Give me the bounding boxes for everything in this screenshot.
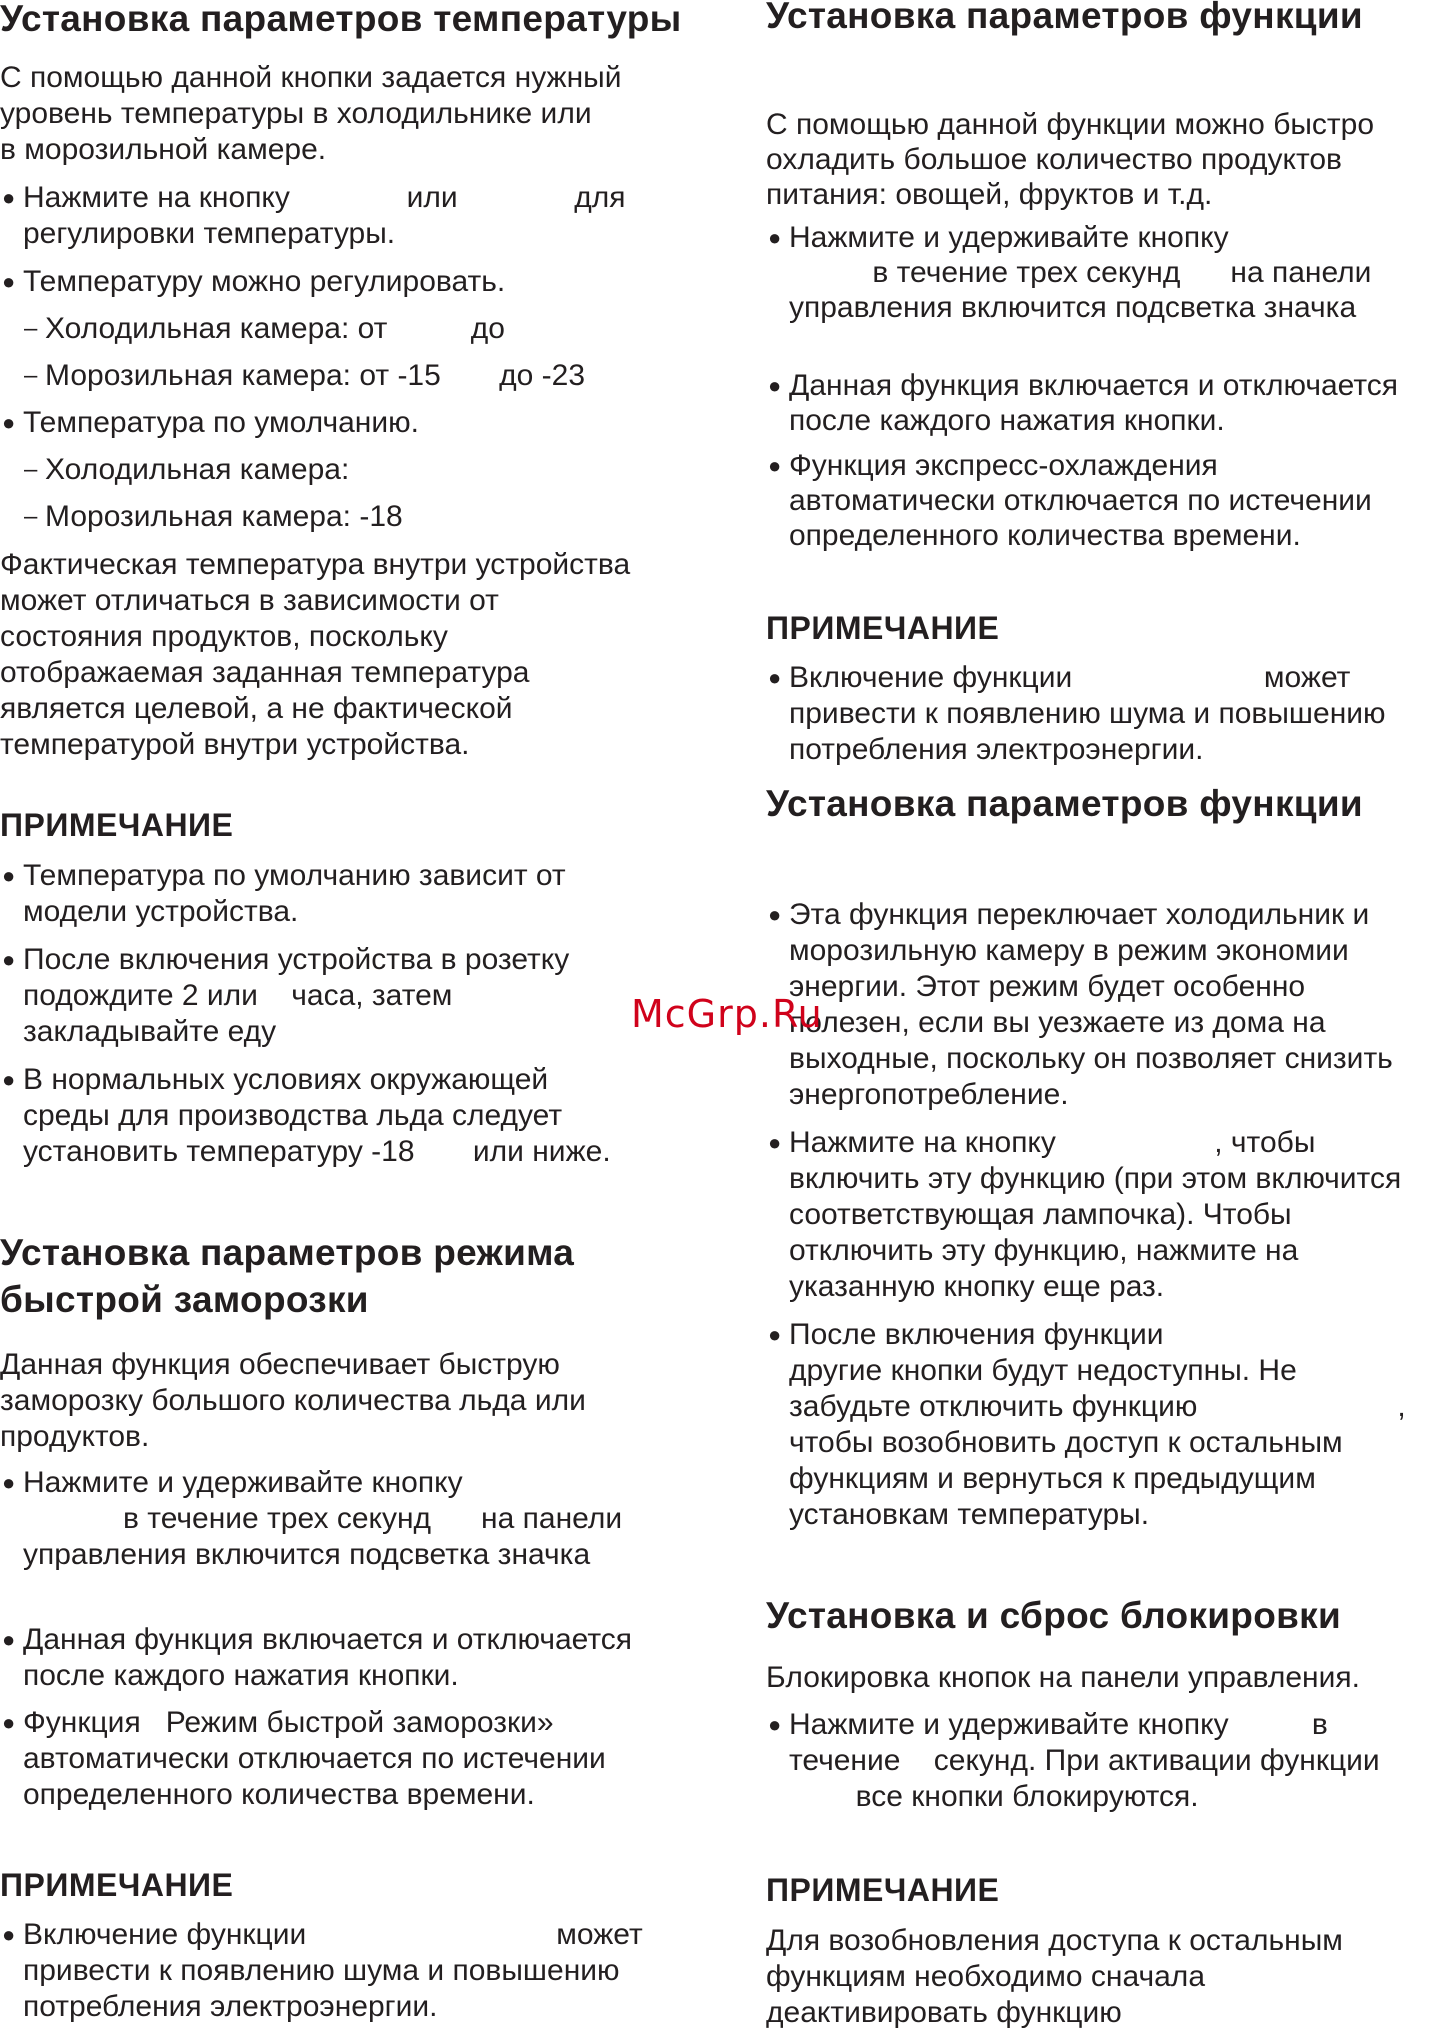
section-heading: Установка параметров функции: [766, 0, 1363, 36]
bullet-line: определенного количества времени.: [23, 1778, 535, 1811]
note-heading: ПРИМЕЧАНИЕ: [766, 610, 1000, 646]
bullet-line: В нормальных условиях окружающей: [23, 1063, 549, 1096]
bullet-line: в течение трех секунд на панели: [789, 256, 1372, 289]
bullet-line: включить эту функцию (при этом включится: [789, 1162, 1402, 1195]
bullet-line: установить температуру -18 или ниже.: [23, 1135, 611, 1168]
bullet-line: Нажмите и удерживайте кнопку: [789, 221, 1229, 254]
bullet-line: потребления электроэнергии.: [789, 733, 1204, 766]
bullet-icon: ●: [768, 453, 782, 478]
bullet-line: соответствующая лампочка). Чтобы: [789, 1198, 1292, 1231]
bullet-line: Функция Режим быстрой заморозки»: [23, 1706, 554, 1739]
bullet-line: автоматически отключается по истечении: [23, 1742, 606, 1775]
section-heading: Установка параметров функции: [766, 783, 1363, 824]
bullet-line: полезен, если вы уезжаете из дома на: [789, 1006, 1326, 1039]
bullet-line: все кнопки блокируются.: [789, 1780, 1199, 1813]
bullet-line: энергии. Этот режим будет особенно: [789, 970, 1306, 1003]
bullet-icon: ●: [768, 225, 782, 250]
bullet-line: Температура по умолчанию.: [23, 406, 419, 439]
bullet-line: Температуру можно регулировать.: [23, 265, 506, 298]
bullet-line: указанную кнопку еще раз.: [789, 1270, 1165, 1303]
paragraph-line: Данная функция обеспечивает быструю: [0, 1348, 560, 1381]
paragraph-line: температурой внутри устройства.: [0, 728, 470, 761]
paragraph-line: питания: овощей, фруктов и т.д.: [766, 178, 1213, 211]
bullet-line: управления включится подсветка значка: [23, 1538, 591, 1571]
bullet-line: чтобы возобновить доступ к остальным: [789, 1426, 1343, 1459]
section-heading: Установка параметров режима: [0, 1232, 575, 1273]
section-heading: Установка параметров температуры: [0, 0, 682, 39]
bullet-line: Нажмите на кнопку или для: [23, 181, 626, 214]
dash-line: Холодильная камера: от до: [45, 312, 505, 345]
bullet-icon: ●: [2, 185, 16, 210]
bullet-icon: ●: [2, 1470, 16, 1495]
dash-line: Морозильная камера: от -15 до -23: [45, 359, 586, 392]
bullet-line: Эта функция переключает холодильник и: [789, 898, 1370, 931]
bullet-icon: ●: [768, 665, 782, 690]
bullet-line: функциям и вернуться к предыдущим: [789, 1462, 1316, 1495]
paragraph-line: охладить большое количество продуктов: [766, 143, 1342, 176]
bullet-line: Включение функции может: [23, 1918, 643, 1951]
note-heading: ПРИМЕЧАНИЕ: [766, 1872, 1000, 1908]
dash-icon: –: [24, 503, 38, 530]
paragraph-line: Блокировка кнопок на панели управления.: [766, 1661, 1360, 1694]
bullet-line: регулировки температуры.: [23, 217, 396, 250]
bullet-icon: ●: [2, 1067, 16, 1092]
note-heading: ПРИМЕЧАНИЕ: [0, 1867, 234, 1903]
bullet-line: забудьте отключить функцию ,: [789, 1390, 1406, 1423]
bullet-line: течение секунд. При активации функции: [789, 1744, 1380, 1777]
bullet-icon: ●: [768, 1130, 782, 1155]
bullet-icon: ●: [2, 1627, 16, 1652]
bullet-line: закладывайте еду: [23, 1015, 277, 1048]
bullet-line: энергопотребление.: [789, 1078, 1069, 1111]
paragraph-line: продуктов.: [0, 1420, 150, 1453]
bullet-icon: ●: [768, 1712, 782, 1737]
bullet-line: модели устройства.: [23, 895, 299, 928]
bullet-line: после каждого нажатия кнопки.: [789, 404, 1225, 437]
bullet-line: выходные, поскольку он позволяет снизить: [789, 1042, 1393, 1075]
paragraph-line: может отличаться в зависимости от: [0, 584, 499, 617]
bullet-icon: ●: [768, 902, 782, 927]
bullet-line: Данная функция включается и отключается: [789, 369, 1399, 402]
paragraph-line: уровень температуры в холодильнике или: [0, 97, 592, 130]
bullet-line: автоматически отключается по истечении: [789, 484, 1372, 517]
paragraph-line: деактивировать функцию: [766, 1996, 1122, 2029]
bullet-line: отключить эту функцию, нажмите на: [789, 1234, 1299, 1267]
bullet-line: привести к появлению шума и повышению: [23, 1954, 620, 1987]
bullet-icon: ●: [2, 947, 16, 972]
bullet-line: определенного количества времени.: [789, 519, 1301, 552]
bullet-line: Включение функции может: [789, 661, 1351, 694]
dash-icon: –: [24, 315, 38, 342]
bullet-line: другие кнопки будут недоступны. Не: [789, 1354, 1297, 1387]
bullet-icon: ●: [2, 1710, 16, 1735]
section-heading: Установка и сброс блокировки: [766, 1595, 1341, 1636]
paragraph-line: функциям необходимо сначала: [766, 1960, 1205, 1993]
bullet-line: Данная функция включается и отключается: [23, 1623, 633, 1656]
bullet-line: привести к появлению шума и повышению: [789, 697, 1386, 730]
bullet-line: Температура по умолчанию зависит от: [23, 859, 566, 892]
paragraph-line: в морозильной камере.: [0, 133, 327, 166]
section-heading: быстрой заморозки: [0, 1279, 369, 1320]
paragraph-line: С помощью данной кнопки задается нужный: [0, 61, 622, 94]
bullet-icon: ●: [768, 1322, 782, 1347]
bullet-line: после каждого нажатия кнопки.: [23, 1659, 459, 1692]
paragraph-line: Фактическая температура внутри устройства: [0, 548, 631, 581]
paragraph-line: С помощью данной функции можно быстро: [766, 108, 1375, 141]
paragraph-line: заморозку большого количества льда или: [0, 1384, 586, 1417]
bullet-icon: ●: [768, 373, 782, 398]
bullet-line: Нажмите и удерживайте кнопку в: [789, 1708, 1328, 1741]
bullet-line: подождите 2 или часа, затем: [23, 979, 453, 1012]
bullet-line: Нажмите на кнопку , чтобы: [789, 1126, 1316, 1159]
bullet-line: установкам температуры.: [789, 1498, 1150, 1531]
bullet-line: в течение трех секунд на панели: [23, 1502, 623, 1535]
paragraph-line: Для возобновления доступа к остальным: [766, 1924, 1343, 1957]
dash-icon: –: [24, 456, 38, 483]
watermark: McGrp.Ru: [631, 992, 823, 1036]
paragraph-line: отображаемая заданная температура: [0, 656, 530, 689]
bullet-icon: ●: [2, 863, 16, 888]
paragraph-line: является целевой, а не фактической: [0, 692, 513, 725]
note-heading: ПРИМЕЧАНИЕ: [0, 807, 234, 843]
bullet-line: Функция экспресс-охлаждения: [789, 449, 1218, 482]
dash-icon: –: [24, 362, 38, 389]
bullet-line: Нажмите и удерживайте кнопку: [23, 1466, 463, 1499]
bullet-line: После включения функции: [789, 1318, 1164, 1351]
bullet-icon: ●: [2, 410, 16, 435]
bullet-line: управления включится подсветка значка: [789, 291, 1357, 324]
dash-line: Холодильная камера:: [45, 453, 350, 486]
bullet-icon: ●: [2, 269, 16, 294]
bullet-line: среды для производства льда следует: [23, 1099, 563, 1132]
bullet-icon: ●: [2, 1922, 16, 1947]
bullet-line: потребления электроэнергии.: [23, 1990, 438, 2023]
bullet-line: морозильную камеру в режим экономии: [789, 934, 1349, 967]
paragraph-line: состояния продуктов, поскольку: [0, 620, 448, 653]
bullet-line: После включения устройства в розетку: [23, 943, 570, 976]
dash-line: Морозильная камера: -18: [45, 500, 403, 533]
